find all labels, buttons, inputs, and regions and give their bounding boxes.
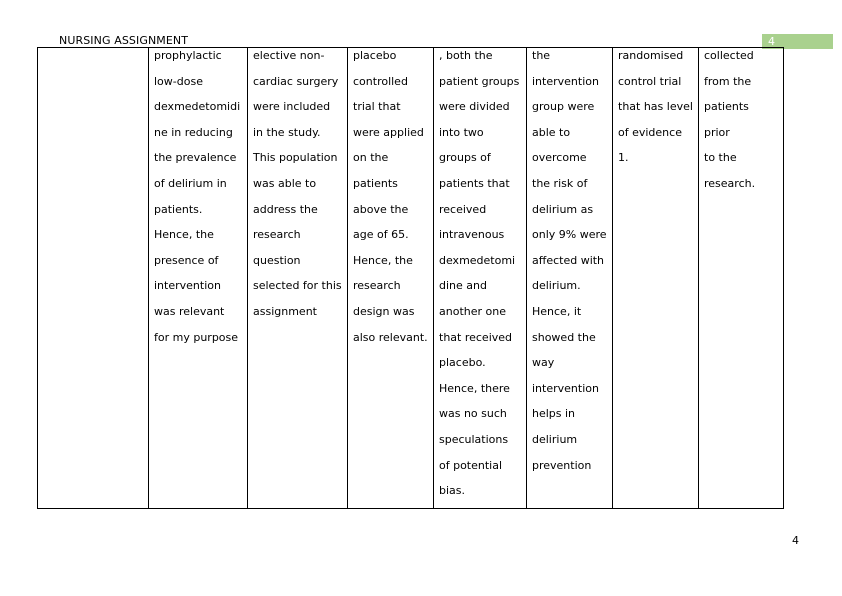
- table-cell-3: [248, 48, 348, 509]
- cell-text-7: randomised control trial that has level of evidence 1.: [618, 49, 693, 165]
- cell-text-6: the intervention group were able to overcome the risk of delirium as only 9% were affected with delirium. Hence, it showed the way intervention helps in delirium prevention: [532, 49, 607, 472]
- page-number: 4: [792, 534, 799, 547]
- table-cell-5: [434, 48, 527, 509]
- cell-text-2: prophylactic low-dose dexmedetomidi ne in reducing the prevalence of delirium in patients. Hence, the presence of intervention was relevant for my purpose: [154, 49, 241, 344]
- table-cell-6: [527, 48, 613, 509]
- cell-text-5: , both the patient groups were divided into two groups of patients that received intravenous dexmedetomi dine and another one that received placebo. Hence, there was no such speculations of potential bias.: [439, 49, 520, 498]
- table-cell-4: [348, 48, 434, 509]
- page-number-badge: 4: [762, 34, 833, 49]
- table-cell-2: [149, 48, 248, 509]
- table-cell-8: [699, 48, 784, 509]
- cell-text-4: placebo controlled trial that were applied on the patients above the age of 65. Hence, the research design was also relevant.: [353, 49, 428, 344]
- table-cell-1: [38, 48, 149, 509]
- cell-text-3: elective non- cardiac surgery were included in the study. This population was able to address the research question selected for this assignment: [253, 49, 342, 318]
- cell-text-8: collected from the patients prior to the research.: [704, 49, 756, 190]
- header-title: NURSING ASSIGNMENT: [59, 34, 189, 47]
- evidence-table: [37, 47, 784, 509]
- table-row: [38, 48, 784, 509]
- table-cell-7: [613, 48, 699, 509]
